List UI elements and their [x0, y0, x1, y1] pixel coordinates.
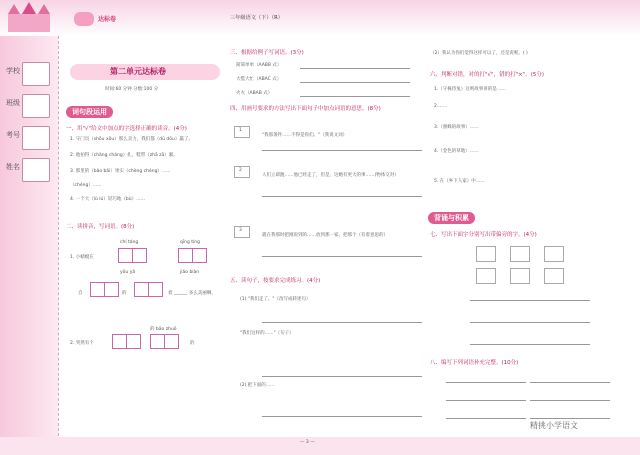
- answer-line[interactable]: [446, 418, 526, 419]
- answer-line[interactable]: [530, 382, 610, 383]
- q2-line-3: 的: [122, 291, 127, 296]
- sidebar-label-school: 学校: [6, 67, 20, 75]
- q6-item-1: 1.（守株待兔）这则故事讲的是……: [434, 87, 506, 92]
- answer-grid[interactable]: [112, 334, 141, 349]
- answer-grid[interactable]: [134, 282, 163, 297]
- q2-pinyin-1: chí táng: [120, 240, 139, 245]
- option-box[interactable]: [234, 226, 250, 238]
- answer-line[interactable]: [262, 376, 422, 377]
- answer-line[interactable]: [446, 382, 526, 383]
- q3-item-1: 简简单单（AABB 式）: [236, 63, 282, 68]
- q2-pinyin-2: qīng tíng: [180, 240, 200, 245]
- q1-line-3: 3. 那里的（bǎo bǎi）果实（chèng chéng）......: [70, 169, 171, 174]
- option-label-2: 2: [239, 168, 242, 173]
- answer-box[interactable]: [476, 246, 496, 262]
- q2-line-6: 的 bāo zhuō: [150, 327, 177, 332]
- answer-line[interactable]: [262, 150, 422, 151]
- answer-line[interactable]: [262, 416, 422, 417]
- answer-line[interactable]: [262, 322, 422, 323]
- q6-title: 六、判断对错，对的打"√"，错的打"×"。(5分): [430, 72, 545, 78]
- answer-grid[interactable]: [118, 248, 147, 263]
- q2-line-1: 1. 小蜻蜓在: [70, 255, 94, 260]
- q7-title: 七、写出下面字分别写出带偏旁的字。(4分): [430, 232, 537, 238]
- q2-line-4: 着 ______ 多么美丽啊。: [168, 291, 216, 296]
- q2-pinyin-4: jiǎo biàn: [180, 270, 200, 275]
- q4-text-2: 人们立即跑……他已经走了，但是，这她有更大的事……(物体交对）: [262, 173, 399, 178]
- header-subject: 三年级语文（下）（R）: [230, 15, 283, 21]
- number-field[interactable]: [22, 126, 50, 150]
- q6-item-3: 3.（蜜蜂的故事）……: [434, 125, 479, 130]
- answer-line[interactable]: [300, 96, 410, 97]
- sidebar-label-class: 班级: [6, 99, 20, 107]
- q3-item-3: 火火（ABAB 式）: [236, 91, 273, 96]
- option-label-3: 3: [239, 228, 242, 233]
- q2-line-7: 的: [190, 341, 195, 346]
- q6-item-5: 5. 在（乡下人家）中……: [434, 179, 485, 184]
- q1-line-5: 4. 一个大（lǔ lú）轻巧地（bù）……: [70, 197, 146, 202]
- answer-grid[interactable]: [178, 248, 207, 263]
- q2-title: 二、读拼音，写词语。(8分): [66, 224, 135, 230]
- option-box[interactable]: [234, 126, 250, 138]
- q8-title: 八、编写下列词语补充完整。(10分): [430, 360, 519, 366]
- fold-line: [58, 36, 59, 436]
- header-logo: [74, 12, 94, 26]
- answer-grid[interactable]: [90, 282, 119, 297]
- answer-box[interactable]: [544, 268, 564, 284]
- q3-title: 三、根据给例子写词语。(3分): [230, 50, 304, 56]
- answer-line[interactable]: [470, 344, 590, 345]
- school-field[interactable]: [22, 62, 50, 86]
- q1-title: 一、用"√"给文中加点的字选择正确的读音。(4分): [66, 126, 187, 132]
- q1-line-4: （chéng）……: [70, 183, 102, 188]
- answer-box[interactable]: [476, 268, 496, 284]
- exam-time-score: 时间:60 分钟 分数:100 分: [105, 87, 159, 92]
- answer-line[interactable]: [470, 300, 590, 301]
- q4-title: 四、用画号要求的方法写出下面句子中加点词语的意思。(8分): [230, 106, 381, 112]
- answer-box[interactable]: [510, 246, 530, 262]
- answer-line[interactable]: [262, 196, 422, 197]
- q1-line-1: 1. 守门员（shǒu xǒu）那么卖力，我们都（dū dōu）赢了。: [70, 137, 193, 142]
- name-field[interactable]: [22, 158, 50, 182]
- q5-continued: （2）我认为你们觉得这样可以了，还是说呢。( ): [430, 51, 528, 56]
- answer-line[interactable]: [300, 82, 410, 83]
- q4-text-1: "我那条件……不得是你们。"（我说文词）: [262, 133, 348, 138]
- sidebar-label-number: 考号: [6, 131, 20, 139]
- option-label-1: 1: [239, 128, 242, 133]
- q6-item-2: 2.……: [434, 104, 448, 109]
- top-band: [0, 0, 640, 36]
- answer-line[interactable]: [470, 322, 590, 323]
- header-book: 达标卷: [98, 16, 117, 23]
- class-field[interactable]: [22, 94, 50, 118]
- answer-line[interactable]: [262, 256, 422, 257]
- q2-line-2: 自: [78, 291, 83, 296]
- footer: [0, 437, 640, 455]
- answer-box[interactable]: [510, 268, 530, 284]
- q4-text-3: 就在我那时把刚说到的……放到那一家，把那个（有着意思的）: [262, 233, 388, 238]
- q5-line-2: "我们这样的……"（句子）: [240, 331, 294, 336]
- answer-line[interactable]: [530, 400, 610, 401]
- section-title-1: 词句段运用: [66, 106, 113, 118]
- answer-line[interactable]: [446, 400, 526, 401]
- q3-item-2: 大慌大忙（ABAC 式）: [236, 77, 282, 82]
- castle-icon: [4, 2, 54, 32]
- page-number: — 3 —: [300, 440, 315, 445]
- exam-title: 第二单元达标卷: [110, 67, 166, 76]
- section-title-2: 背诵与积累: [428, 212, 475, 224]
- option-box[interactable]: [234, 166, 250, 178]
- q5-title: 五、读句子，按要求完成练习。(4分): [230, 278, 321, 284]
- answer-grid[interactable]: [150, 334, 179, 349]
- answer-box[interactable]: [544, 246, 564, 262]
- q2-pinyin-3: yōu yǎ: [120, 270, 136, 275]
- q1-line-2: 2. 他拍得（chǎng cháng）扎，鞋带（zhā zā）紧。: [70, 153, 178, 158]
- answer-line[interactable]: [300, 68, 410, 69]
- q5-line-1: (1) "我们走了。"（改写成转述句）: [240, 297, 311, 302]
- answer-line[interactable]: [530, 418, 610, 419]
- q6-item-4: 4.（金色的草地）……: [434, 149, 479, 154]
- q5-line-3: (2) 把下面的……: [240, 383, 275, 388]
- q2-line-5: 2. 突然有个: [70, 341, 94, 346]
- watermark-text: 精挑小学语文: [530, 421, 578, 430]
- sidebar-label-name: 姓名: [6, 163, 20, 171]
